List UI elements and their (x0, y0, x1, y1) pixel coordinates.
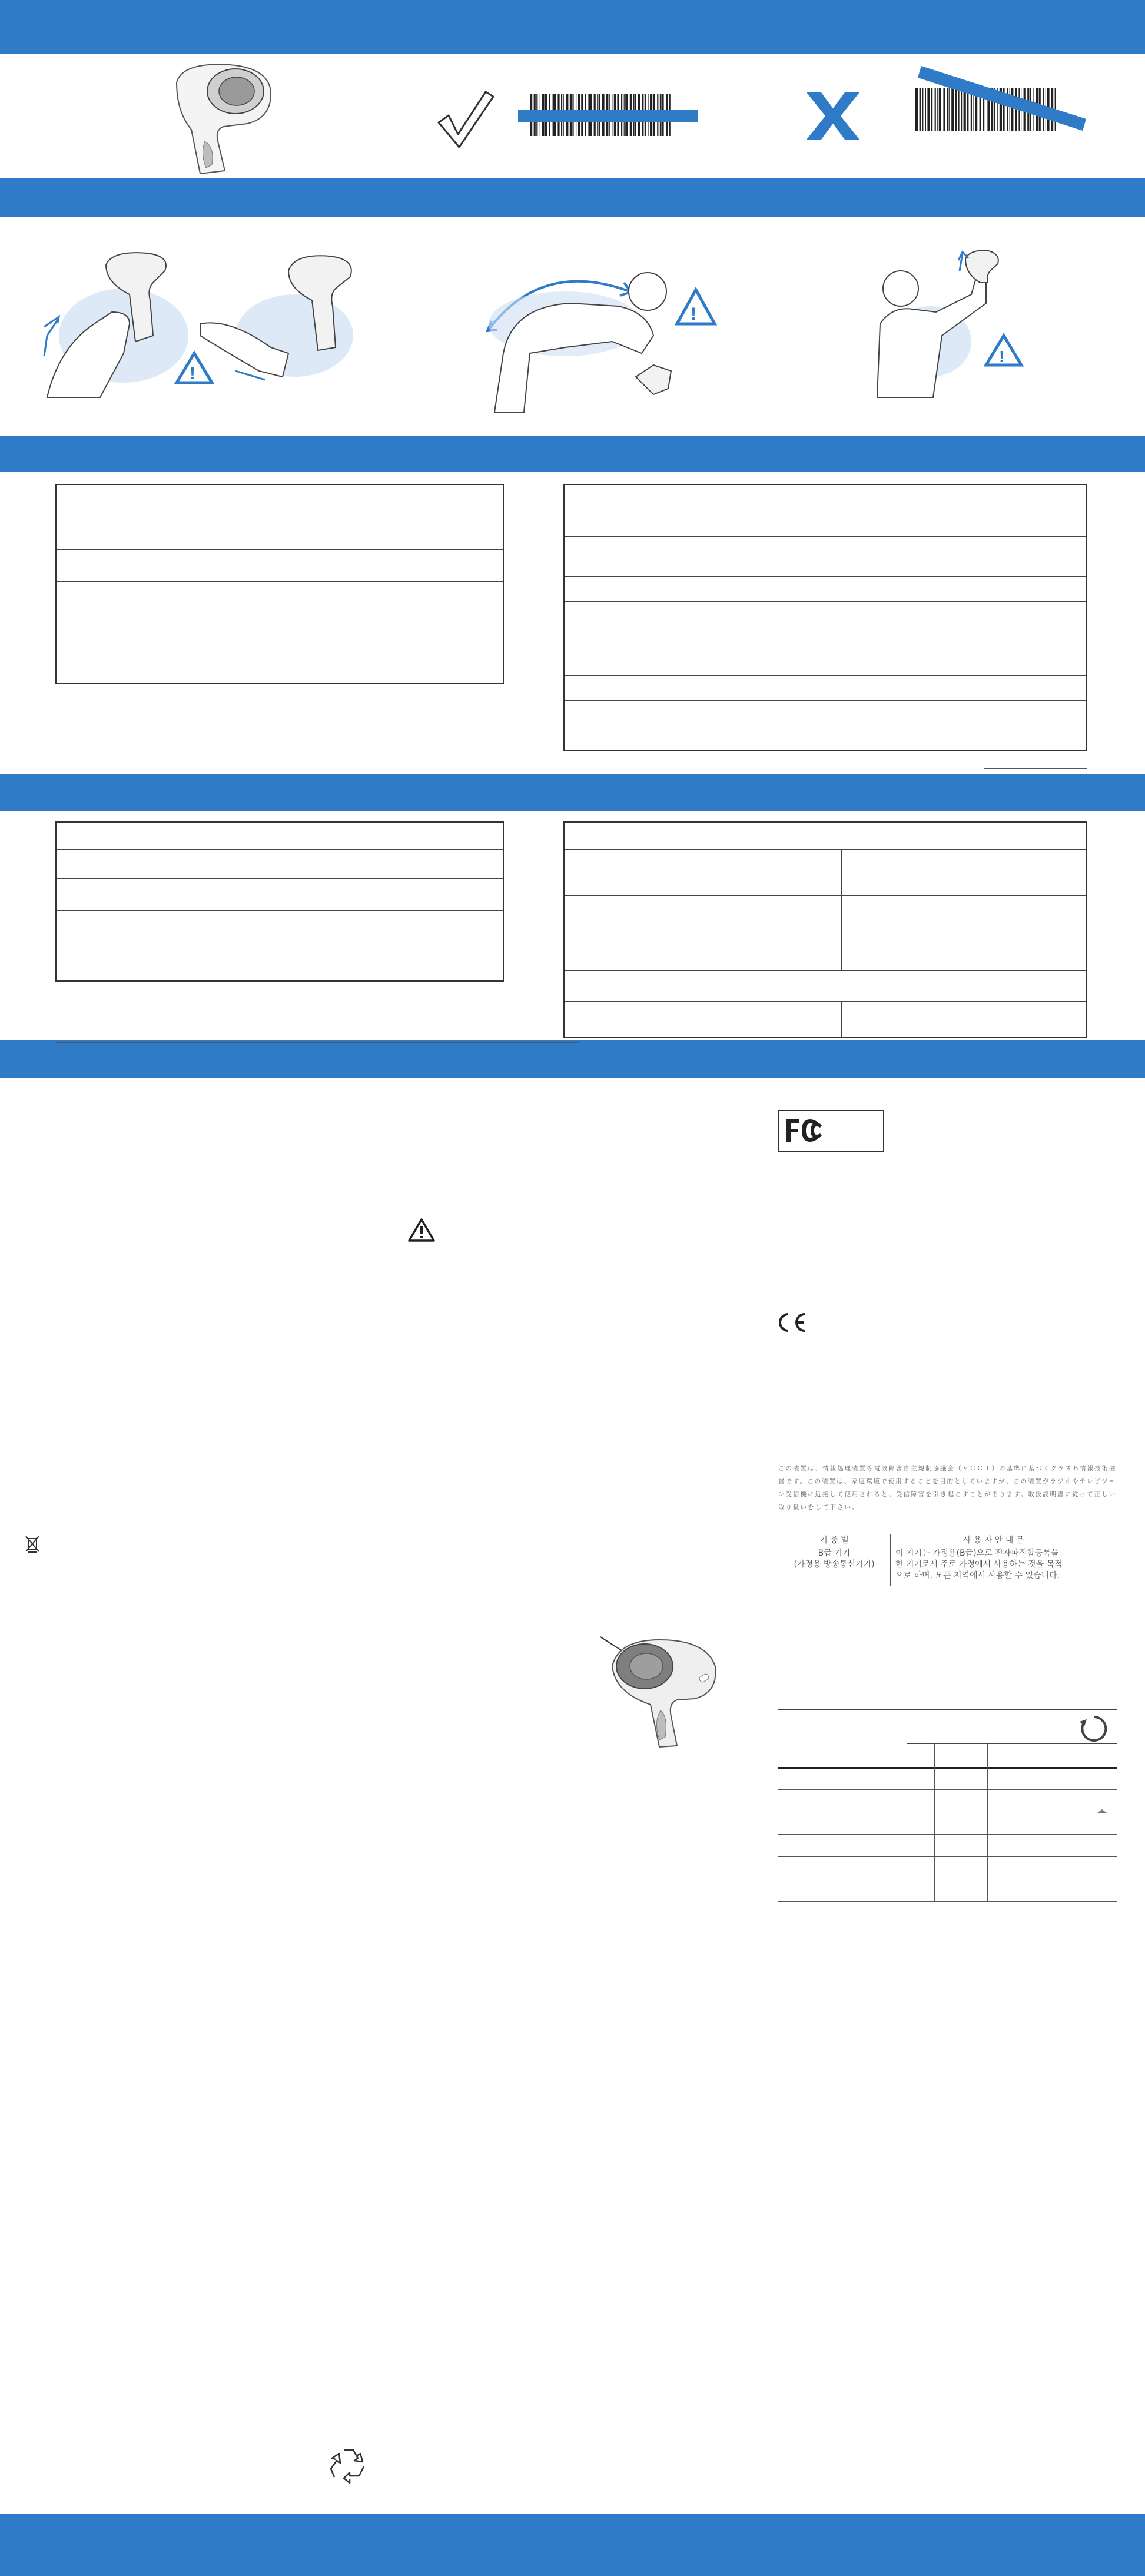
rohs-row-bottom (778, 1901, 1117, 1902)
rohs-header-top-rule (778, 1709, 1117, 1710)
fcc-logo (778, 1110, 884, 1152)
barcode-bar (939, 88, 941, 131)
x-mark-icon (804, 89, 862, 142)
crossed-bin-icon (25, 1534, 40, 1553)
barcode-bar (961, 88, 962, 131)
spec-table-2-left (55, 821, 504, 982)
barcode-bar (935, 88, 936, 131)
spec-table-right (563, 484, 1087, 751)
barcode-bar (922, 88, 923, 131)
barcode-bar (949, 88, 950, 131)
barcode-bar (964, 88, 966, 131)
barcode-bar (967, 88, 968, 131)
rohs-row-4 (778, 1856, 1117, 1857)
header-band-regulatory (0, 1040, 1145, 1078)
caret-up-icon (1096, 1808, 1108, 1814)
svg-text:!: ! (190, 364, 195, 383)
barcode-aligned (518, 91, 701, 138)
barcode-bar (1011, 88, 1013, 131)
ce-mark (774, 1312, 809, 1333)
scanner-illustration (159, 59, 277, 177)
barcode-bar (937, 88, 938, 131)
svg-text:!: ! (999, 347, 1005, 366)
korean-table-row-right: 이 기기는 가정용(B급)으로 전자파적합등록을 한 기기로서 주로 가정에서 사용하는 것을 목적 으로 하며, 모든 지역에서 사용할 수 있습니다. (891, 1547, 1097, 1586)
ergonomic-bending-illustration (477, 247, 724, 418)
spec-table-left (55, 484, 504, 684)
korean-table-row-left: B급 기기 (가정용 방송통신기기) (778, 1547, 891, 1586)
barcode-misaligned (904, 65, 1086, 141)
ergonomic-reaching-illustration (859, 247, 1048, 400)
barcode-bar (931, 88, 932, 131)
barcode-bar (947, 88, 948, 131)
scanner-with-label-illustration (595, 1622, 724, 1749)
warning-triangle-icon (407, 1218, 436, 1242)
rohs-table (778, 1709, 1117, 1902)
rohs-row-3 (778, 1834, 1117, 1835)
header-band-specs (0, 436, 1145, 472)
korean-table-header-right: 사 용 자 안 내 문 (891, 1534, 1097, 1547)
recycle-icon (330, 2446, 367, 2483)
barcode-bar (943, 88, 945, 131)
efup-icon (1077, 1713, 1110, 1744)
spec-table-2-left-rule (55, 1042, 579, 1043)
header-band-top (0, 0, 1145, 54)
ergonomic-wrist-illustration (35, 247, 371, 400)
barcode-bar (955, 88, 957, 131)
barcode-bar (920, 88, 921, 131)
barcode-bar (927, 88, 930, 131)
header-band-spec-2 (0, 774, 1145, 811)
korean-class-b-table (778, 1534, 1096, 1586)
rohs-row-1 (778, 1789, 1117, 1790)
barcode-bar (915, 88, 918, 131)
svg-text:!: ! (691, 304, 696, 324)
barcode-bar (925, 88, 926, 131)
barcode-bar (958, 88, 959, 131)
header-band-ergonomics (0, 178, 1145, 217)
footer-band (0, 2514, 1145, 2576)
vcci-notice: この装置は、情報処理装置等電波障害自主規制協議会（ＶＣＣＩ）の基準に基づくクラスＢ情報技術装置です。この装置は、家庭環境で使用することを目的としていますが、この装置がラジオやテレビジョン受信機に近接して使用されると、受信障害を引き起こすことがあります。取扱説明書に従って正しい取り扱いをして下さい。 (778, 1465, 1117, 1511)
rohs-header-bottom-rule (778, 1767, 1117, 1769)
spec-table-2-right (563, 821, 1087, 1038)
check-mark-icon (436, 87, 494, 152)
barcode-bar (951, 88, 954, 131)
spec-table-right-footnote-rule (984, 768, 1087, 769)
korean-table-header-left: 기 종 별 (778, 1534, 891, 1547)
